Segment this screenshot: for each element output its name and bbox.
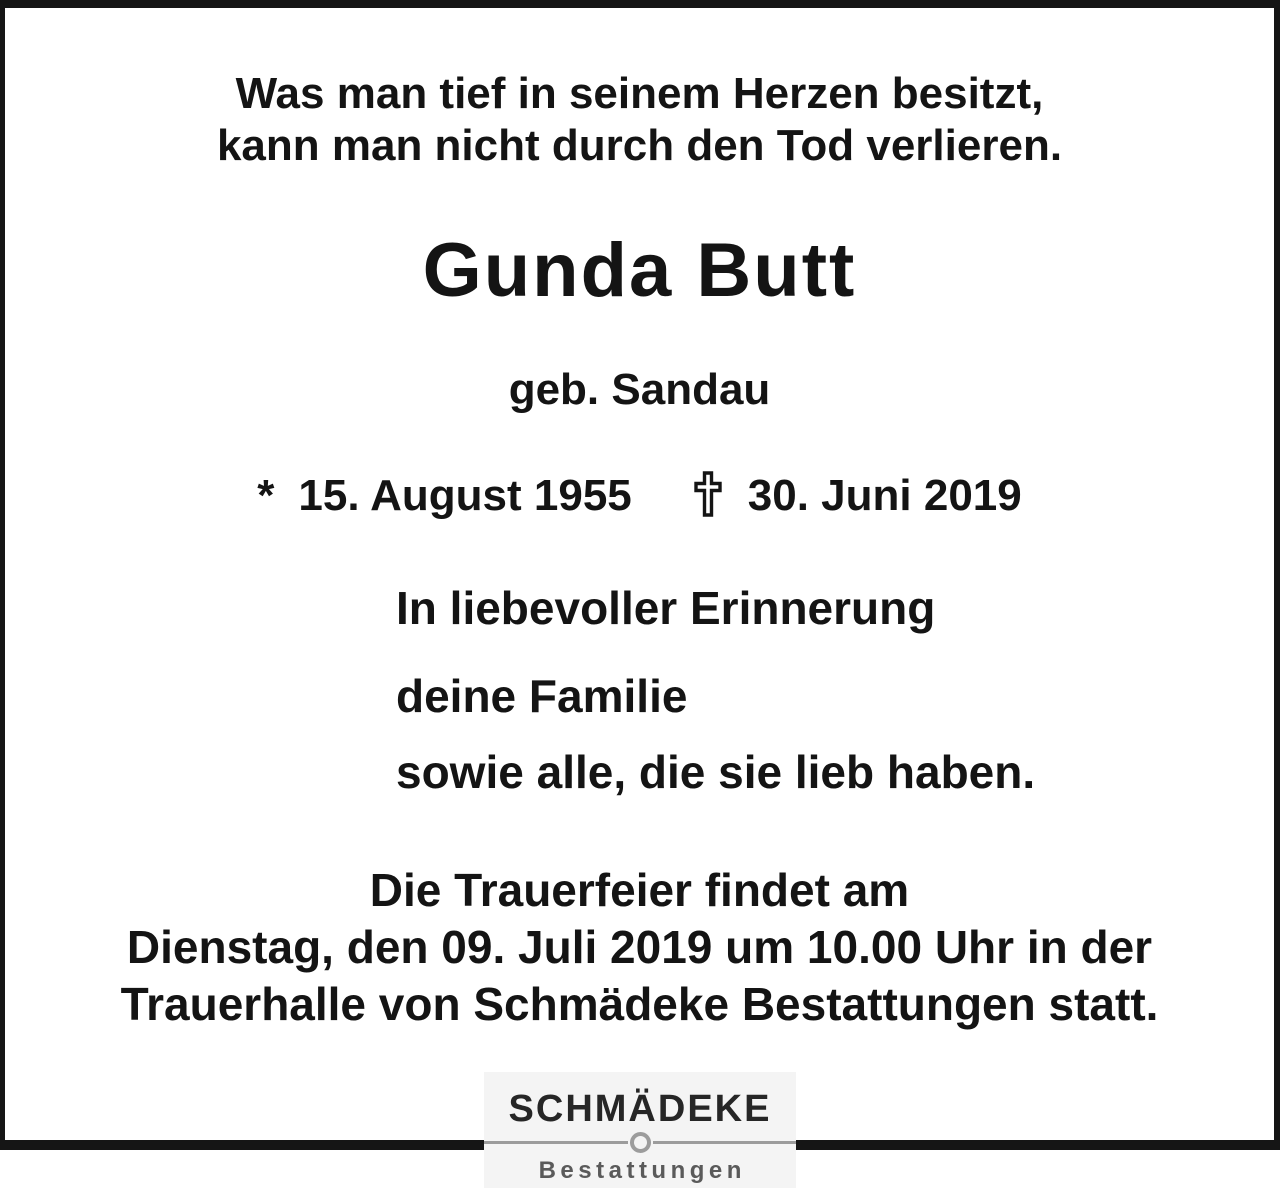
memorial-line-3: sowie alle, die sie lieb haben. bbox=[396, 746, 1036, 798]
death-cross-icon bbox=[694, 471, 722, 527]
funeral-home-logo bbox=[484, 1072, 796, 1188]
memorial-line-2: deine Familie bbox=[396, 670, 688, 722]
funeral-info bbox=[5, 862, 1274, 1033]
maiden-name: geb. Sandau bbox=[508, 365, 771, 414]
funeral-line-1: Die Trauerfeier findet am bbox=[369, 864, 910, 916]
funeral-line-2: Dienstag, den 09. Juli 2019 um 10.00 Uhr in der bbox=[126, 921, 1153, 973]
epigraph-line-1: Was man tief in seinem Herzen besitzt, bbox=[235, 69, 1044, 118]
death-date: 30. Juni 2019 bbox=[747, 471, 1022, 520]
epigraph bbox=[5, 68, 1274, 172]
funeral-home-name: SCHMÄDEKE bbox=[508, 1088, 772, 1130]
deceased-name: Gunda Butt bbox=[422, 228, 857, 313]
birth-star-symbol: * bbox=[257, 471, 275, 520]
epigraph-line-2: kann man nicht durch den Tod verlieren. bbox=[216, 121, 1063, 170]
funeral-line-3: Trauerhalle von Schmädeke Bestattungen statt. bbox=[120, 978, 1159, 1030]
logo-ring-icon bbox=[630, 1132, 651, 1153]
logo-divider-line-left bbox=[484, 1141, 628, 1144]
birth-date: 15. August 1955 bbox=[298, 471, 632, 520]
life-dates bbox=[5, 464, 1274, 520]
funeral-home-tagline: Bestattungen bbox=[538, 1157, 746, 1184]
logo-divider bbox=[484, 1131, 796, 1153]
logo-divider-line-right bbox=[653, 1141, 797, 1144]
memorial-block bbox=[396, 584, 1274, 796]
memorial-line-1: In liebevoller Erinnerung bbox=[396, 582, 936, 634]
